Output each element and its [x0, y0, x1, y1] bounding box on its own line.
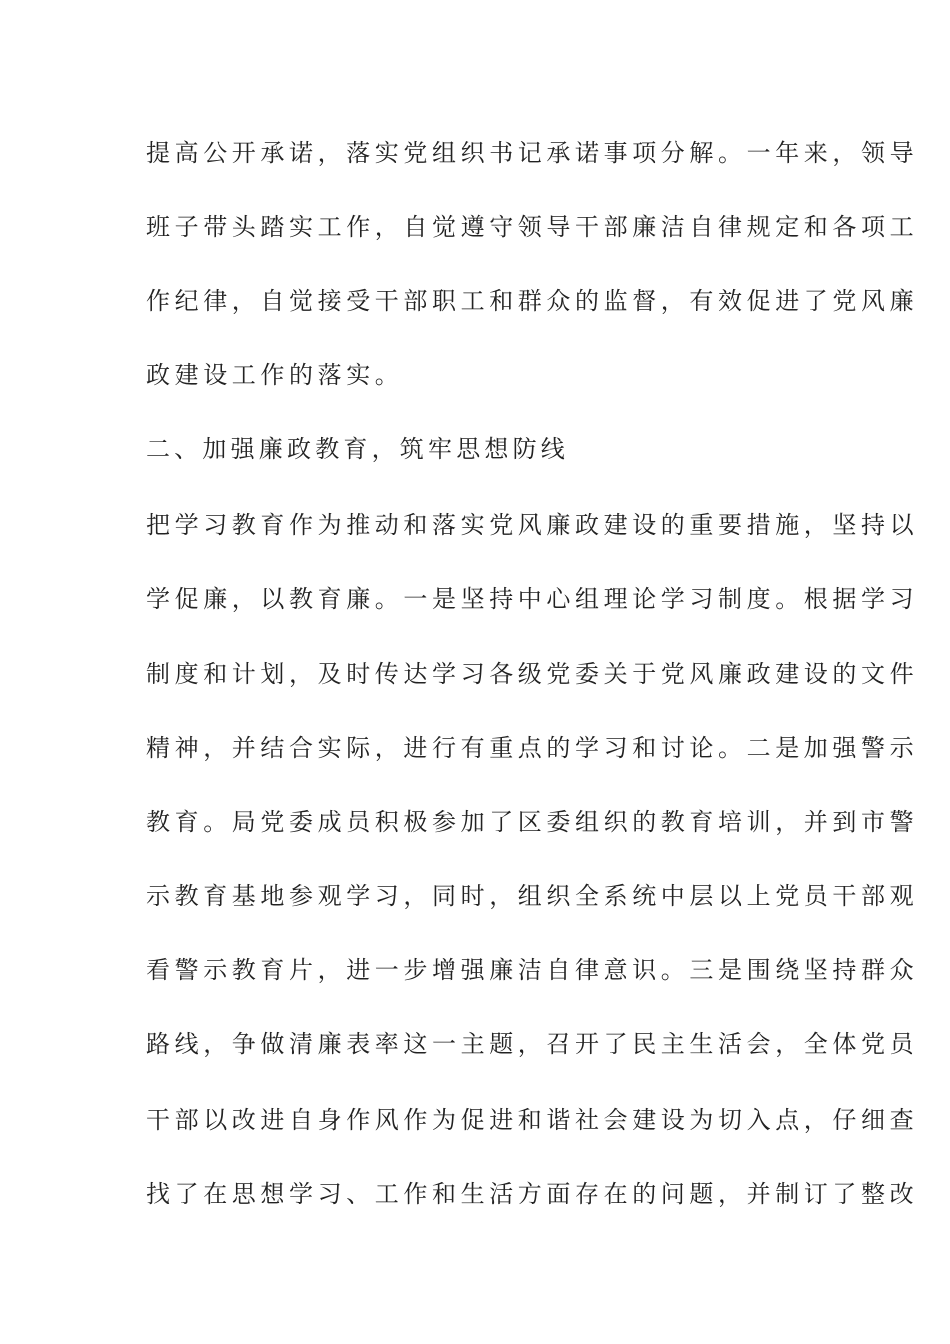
paragraph-line: 把学习教育作为推动和落实党风廉政建设的重要措施，坚持以	[146, 511, 919, 539]
paragraph-line: 路线，争做清廉表率这一主题，召开了民主生活会，全体党员	[146, 1030, 919, 1058]
paragraph-line: 示教育基地参观学习，同时，组织全系统中层以上党员干部观	[146, 882, 919, 910]
section-heading: 二、加强廉政教育，筑牢思想防线	[146, 435, 569, 463]
paragraph-line: 找了在思想学习、工作和生活方面存在的问题，并制订了整改	[146, 1180, 919, 1208]
paragraph-line: 作纪律，自觉接受干部职工和群众的监督，有效促进了党风廉	[146, 287, 919, 315]
paragraph-line: 精神，并结合实际，进行有重点的学习和讨论。二是加强警示	[146, 734, 919, 762]
paragraph-line: 班子带头踏实工作，自觉遵守领导干部廉洁自律规定和各项工	[146, 213, 919, 241]
paragraph-line: 看警示教育片，进一步增强廉洁自律意识。三是围绕坚持群众	[146, 956, 919, 984]
paragraph-line: 政建设工作的落实。	[146, 361, 404, 389]
paragraph-line: 干部以改进自身作风作为促进和谐社会建设为切入点，仔细查	[146, 1106, 919, 1134]
paragraph-line: 教育。局党委成员积极参加了区委组织的教育培训，并到市警	[146, 808, 919, 836]
paragraph-line: 学促廉，以教育廉。一是坚持中心组理论学习制度。根据学习	[146, 585, 919, 613]
paragraph-line: 制度和计划，及时传达学习各级党委关于党风廉政建设的文件	[146, 660, 919, 688]
paragraph-line: 提高公开承诺，落实党组织书记承诺事项分解。一年来，领导	[146, 139, 919, 167]
